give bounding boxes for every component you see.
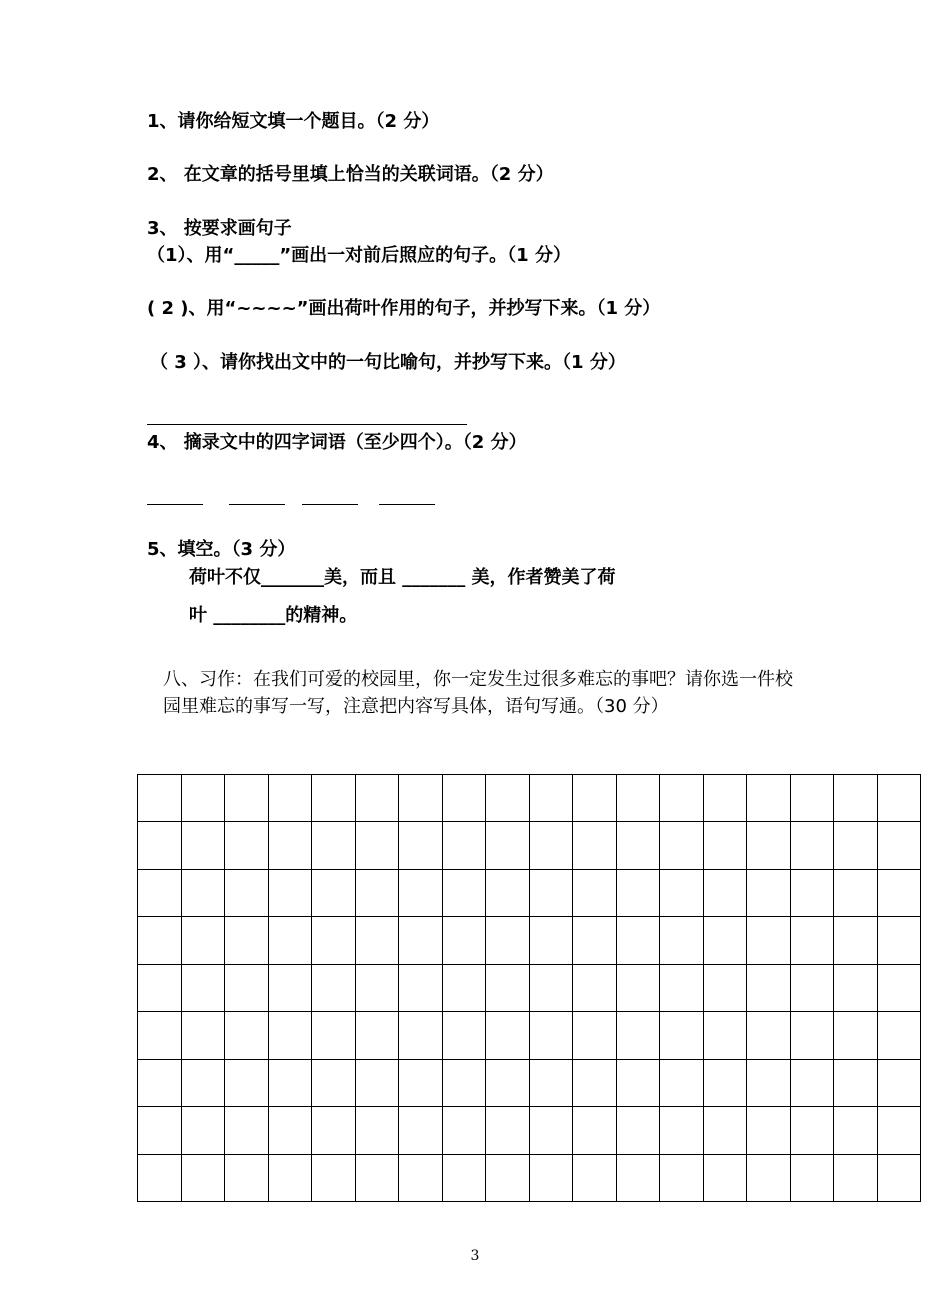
grid-cell [660, 869, 704, 916]
grid-cell [486, 822, 530, 869]
question-5-line-2: 叶 ________的精神。 [189, 605, 358, 626]
grid-cell [616, 917, 660, 964]
grid-cell [312, 775, 356, 822]
grid-cell [834, 1107, 878, 1154]
grid-cell [573, 1107, 617, 1154]
answer-line-q3 [147, 424, 467, 425]
grid-cell [790, 775, 834, 822]
grid-cell [355, 1059, 399, 1106]
question-3-title: 3、 按要求画句子 [147, 218, 292, 239]
grid-cell [834, 917, 878, 964]
grid-cell [703, 822, 747, 869]
question-2: 2、 在文章的括号里填上恰当的关联词语。（2 分） [147, 164, 554, 185]
question-1: 1、请你给短文填一个题目。（2 分） [147, 111, 440, 132]
grid-cell [660, 1154, 704, 1202]
grid-cell [312, 1107, 356, 1154]
grid-cell [225, 775, 269, 822]
grid-cell [181, 964, 225, 1011]
grid-cell [703, 964, 747, 1011]
grid-cell [790, 1154, 834, 1202]
grid-cell [181, 1012, 225, 1059]
grid-cell [312, 1059, 356, 1106]
grid-cell [399, 775, 443, 822]
grid-cell [138, 964, 182, 1011]
grid-cell [268, 917, 312, 964]
grid-cell [834, 869, 878, 916]
grid-cell [703, 1012, 747, 1059]
grid-cell [268, 1059, 312, 1106]
grid-cell [486, 1107, 530, 1154]
answer-blank-2 [229, 504, 285, 505]
grid-cell [181, 917, 225, 964]
grid-cell [486, 869, 530, 916]
grid-cell [138, 1107, 182, 1154]
grid-cell [877, 775, 921, 822]
grid-cell [268, 1107, 312, 1154]
grid-cell [747, 822, 791, 869]
grid-cell [877, 822, 921, 869]
grid-cell [529, 964, 573, 1011]
grid-cell [616, 1059, 660, 1106]
grid-cell [138, 917, 182, 964]
grid-cell [573, 869, 617, 916]
grid-cell [573, 1059, 617, 1106]
grid-cell [877, 869, 921, 916]
grid-cell [660, 917, 704, 964]
grid-cell [529, 869, 573, 916]
grid-cell [355, 964, 399, 1011]
grid-cell [834, 964, 878, 1011]
grid-cell [529, 775, 573, 822]
grid-cell [312, 869, 356, 916]
grid-cell [486, 917, 530, 964]
grid-cell [355, 1107, 399, 1154]
grid-cell [747, 1012, 791, 1059]
grid-cell [355, 775, 399, 822]
grid-cell [660, 1012, 704, 1059]
grid-cell [790, 1012, 834, 1059]
grid-cell [703, 775, 747, 822]
grid-cell [616, 1154, 660, 1202]
grid-cell [442, 1012, 486, 1059]
grid-row [138, 917, 921, 964]
grid-cell [877, 917, 921, 964]
grid-cell [877, 964, 921, 1011]
grid-cell [660, 822, 704, 869]
grid-cell [225, 1107, 269, 1154]
grid-cell [181, 1107, 225, 1154]
grid-cell [138, 1154, 182, 1202]
grid-cell [616, 869, 660, 916]
grid-row [138, 822, 921, 869]
grid-cell [660, 1107, 704, 1154]
writing-grid [137, 774, 921, 1202]
grid-cell [399, 1059, 443, 1106]
grid-cell [181, 1154, 225, 1202]
grid-cell [399, 1154, 443, 1202]
grid-cell [138, 1059, 182, 1106]
grid-row [138, 964, 921, 1011]
grid-cell [616, 1107, 660, 1154]
grid-cell [616, 822, 660, 869]
grid-cell [747, 964, 791, 1011]
grid-cell [138, 869, 182, 916]
grid-cell [834, 1012, 878, 1059]
grid-cell [181, 1059, 225, 1106]
grid-cell [486, 1059, 530, 1106]
grid-cell [747, 869, 791, 916]
question-4: 4、 摘录文中的四字词语（至少四个）。（2 分） [147, 432, 527, 453]
answer-blank-1 [147, 504, 203, 505]
grid-cell [747, 775, 791, 822]
grid-cell [486, 775, 530, 822]
grid-cell [529, 822, 573, 869]
grid-row [138, 1012, 921, 1059]
grid-cell [268, 822, 312, 869]
grid-cell [790, 964, 834, 1011]
grid-cell [225, 1012, 269, 1059]
grid-cell [442, 964, 486, 1011]
grid-cell [225, 964, 269, 1011]
grid-cell [573, 822, 617, 869]
composition-prompt-line-2: 园里难忘的事写一写，注意把内容写具体，语句写通。（30 分） [163, 696, 669, 717]
grid-cell [877, 1012, 921, 1059]
question-3-part-2: ( 2 )、用“~~~~”画出荷叶作用的句子，并抄写下来。（1 分） [147, 298, 661, 319]
grid-cell [616, 1012, 660, 1059]
grid-cell [703, 917, 747, 964]
grid-cell [268, 1154, 312, 1202]
grid-cell [268, 964, 312, 1011]
grid-cell [138, 1012, 182, 1059]
grid-cell [616, 775, 660, 822]
grid-cell [225, 822, 269, 869]
grid-cell [529, 1012, 573, 1059]
grid-cell [703, 1154, 747, 1202]
grid-cell [573, 964, 617, 1011]
grid-cell [355, 822, 399, 869]
grid-cell [834, 1154, 878, 1202]
grid-cell [312, 822, 356, 869]
grid-cell [790, 1059, 834, 1106]
question-5-line-1: 荷叶不仅_______美，而且 _______ 美，作者赞美了荷 [189, 567, 616, 588]
grid-cell [312, 917, 356, 964]
grid-cell [138, 775, 182, 822]
grid-cell [747, 1154, 791, 1202]
grid-cell [529, 1107, 573, 1154]
grid-cell [181, 775, 225, 822]
grid-cell [529, 917, 573, 964]
grid-cell [225, 869, 269, 916]
grid-row [138, 1059, 921, 1106]
grid-cell [834, 822, 878, 869]
grid-cell [442, 1059, 486, 1106]
grid-cell [616, 964, 660, 1011]
grid-cell [225, 1059, 269, 1106]
grid-cell [442, 917, 486, 964]
grid-cell [790, 869, 834, 916]
grid-cell [399, 822, 443, 869]
grid-cell [747, 917, 791, 964]
grid-cell [225, 917, 269, 964]
grid-row [138, 1107, 921, 1154]
grid-cell [573, 1012, 617, 1059]
grid-cell [529, 1154, 573, 1202]
grid-cell [703, 1059, 747, 1106]
grid-cell [181, 822, 225, 869]
grid-row [138, 775, 921, 822]
grid-cell [268, 775, 312, 822]
grid-cell [442, 1154, 486, 1202]
grid-cell [660, 1059, 704, 1106]
grid-cell [225, 1154, 269, 1202]
grid-cell [399, 869, 443, 916]
grid-cell [573, 917, 617, 964]
grid-cell [138, 822, 182, 869]
grid-cell [660, 964, 704, 1011]
grid-cell [399, 917, 443, 964]
grid-cell [312, 964, 356, 1011]
grid-cell [790, 822, 834, 869]
grid-cell [355, 1012, 399, 1059]
composition-prompt-line-1: 八、习作：在我们可爱的校园里，你一定发生过很多难忘的事吧？请你选一件校 [163, 669, 793, 690]
grid-row [138, 869, 921, 916]
grid-cell [399, 964, 443, 1011]
grid-cell [703, 1107, 747, 1154]
grid-cell [355, 917, 399, 964]
question-3-part-3: （ 3 ）、请你找出文中的一句比喻句，并抄写下来。（1 分） [150, 352, 626, 373]
grid-cell [877, 1107, 921, 1154]
grid-cell [834, 1059, 878, 1106]
grid-cell [703, 869, 747, 916]
question-3-part-1: （1）、用“_____”画出一对前后照应的句子。（1 分） [147, 245, 571, 266]
answer-blank-3 [302, 504, 358, 505]
question-5-title: 5、填空。（3 分） [147, 539, 296, 560]
grid-cell [399, 1012, 443, 1059]
grid-cell [268, 869, 312, 916]
grid-cell [442, 1107, 486, 1154]
grid-cell [877, 1154, 921, 1202]
grid-cell [486, 1154, 530, 1202]
page-number: 3 [470, 1248, 480, 1264]
grid-cell [486, 964, 530, 1011]
grid-cell [268, 1012, 312, 1059]
grid-cell [877, 1059, 921, 1106]
grid-cell [442, 869, 486, 916]
grid-cell [355, 1154, 399, 1202]
grid-cell [399, 1107, 443, 1154]
grid-cell [747, 1107, 791, 1154]
grid-cell [834, 775, 878, 822]
grid-cell [660, 775, 704, 822]
grid-cell [181, 869, 225, 916]
grid-cell [790, 917, 834, 964]
grid-row [138, 1154, 921, 1202]
grid-cell [442, 775, 486, 822]
grid-cell [442, 822, 486, 869]
grid-cell [790, 1107, 834, 1154]
grid-cell [355, 869, 399, 916]
grid-cell [312, 1012, 356, 1059]
grid-cell [529, 1059, 573, 1106]
grid-cell [747, 1059, 791, 1106]
grid-cell [486, 1012, 530, 1059]
grid-cell [312, 1154, 356, 1202]
grid-cell [573, 1154, 617, 1202]
answer-blank-4 [379, 504, 435, 505]
grid-cell [573, 775, 617, 822]
